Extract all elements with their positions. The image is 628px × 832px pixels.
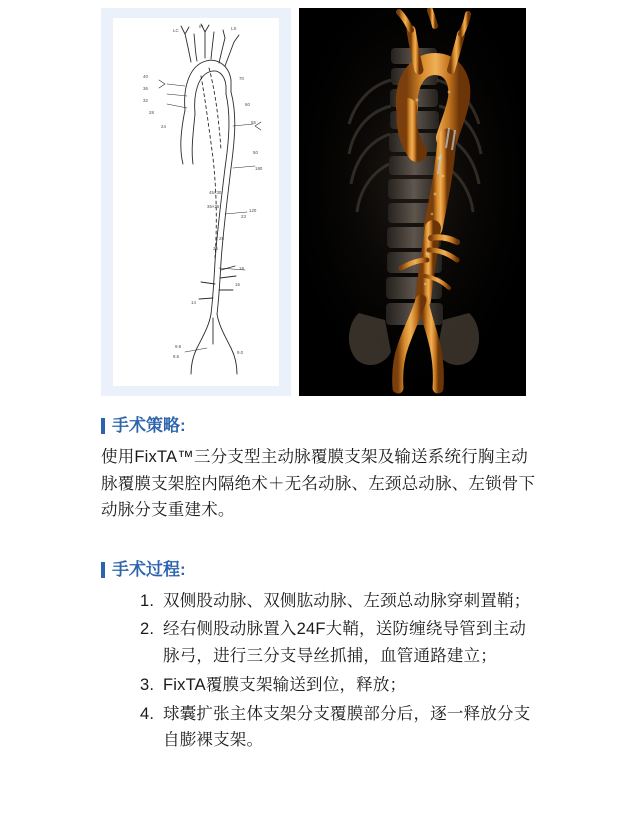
- svg-text:14: 14: [191, 300, 196, 305]
- svg-text:70: 70: [239, 76, 244, 81]
- svg-text:26: 26: [213, 246, 218, 251]
- list-item: 3. FixTA覆膜支架输送到位，释放；: [159, 672, 541, 699]
- section-strategy-paragraph: 使用FixTA™三分支型主动脉覆膜支架及输送系统行胸主动脉覆膜支架腔内隔绝术＋无名动脉、左颈总动脉、左锁骨下动脉分支重建术。: [101, 447, 536, 520]
- svg-text:50: 50: [253, 150, 258, 155]
- aortic-arch-schematic-panel: [101, 8, 291, 396]
- svg-text:LC: LC: [173, 28, 179, 33]
- figure-row: [101, 8, 526, 396]
- article-body: [101, 414, 541, 774]
- section-procedure-heading: [101, 558, 541, 582]
- svg-text:36: 36: [143, 86, 148, 91]
- section-spacer: [101, 544, 541, 558]
- heading-accent-bar: [101, 418, 105, 434]
- aortic-arch-schematic-drawing: [113, 18, 279, 386]
- svg-text:23: 23: [241, 214, 246, 219]
- section-procedure: [101, 558, 541, 754]
- svg-text:60: 60: [245, 102, 250, 107]
- section-procedure-heading-text: 手术过程:: [112, 559, 186, 579]
- cta-3d-reconstruction-image: [299, 8, 526, 396]
- svg-text:LS: LS: [231, 26, 237, 31]
- procedure-step-list: [101, 588, 541, 754]
- svg-text:55: 55: [251, 120, 256, 125]
- svg-text:24: 24: [161, 124, 166, 129]
- svg-text:16: 16: [235, 282, 240, 287]
- section-strategy: [101, 414, 541, 524]
- section-strategy-heading-text: 手术策略:: [112, 416, 186, 435]
- svg-text:8.6: 8.6: [173, 354, 180, 359]
- list-item: 2. 经右侧股动脉置入24F大鞘，送防缠绕导管到主动脉弓，进行三分支导丝抓捕，血管通路建立；: [159, 616, 541, 669]
- list-item: 4. 球囊扩张主体支架分支覆膜部分后，逐一释放分支自膨裸支架。: [159, 701, 541, 754]
- svg-text:28: 28: [149, 110, 154, 115]
- svg-text:40: 40: [143, 74, 148, 79]
- svg-text:36×26: 36×26: [207, 204, 220, 209]
- heading-accent-bar: [101, 562, 105, 578]
- svg-text:180: 180: [255, 166, 263, 171]
- aortic-arch-schematic-frame: [113, 18, 279, 386]
- svg-text:120: 120: [249, 208, 257, 213]
- svg-text:9.8: 9.8: [175, 344, 182, 349]
- svg-text:28: 28: [219, 236, 224, 241]
- svg-text:18: 18: [239, 266, 244, 271]
- svg-text:45×30: 45×30: [209, 190, 222, 195]
- svg-text:9.0: 9.0: [237, 350, 244, 355]
- svg-text:IN: IN: [199, 24, 204, 29]
- svg-text:32: 32: [143, 98, 148, 103]
- section-strategy-heading: [101, 414, 541, 438]
- list-item: 1. 双侧股动脉、双侧肱动脉、左颈总动脉穿刺置鞘；: [159, 588, 541, 615]
- cta-3d-reconstruction-panel: [299, 8, 526, 396]
